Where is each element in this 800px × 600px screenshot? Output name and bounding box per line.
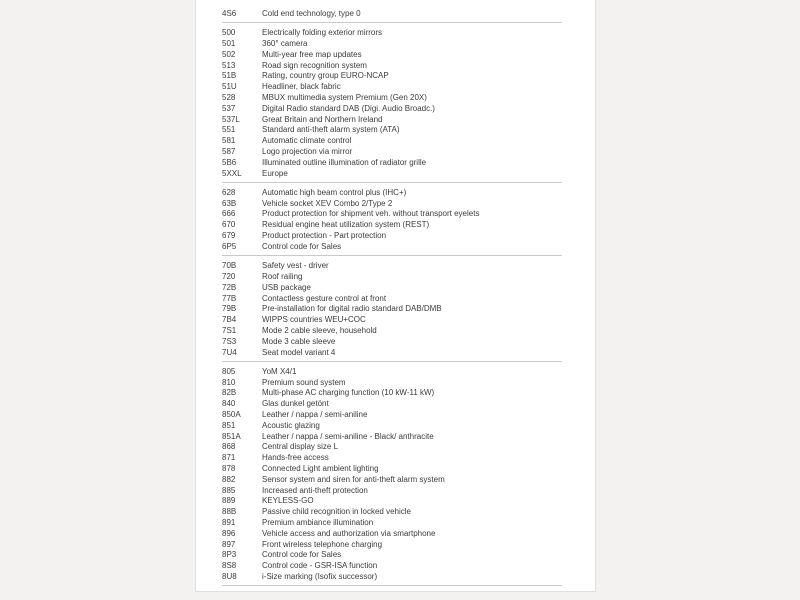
equipment-row	[222, 474, 562, 485]
equipment-code: 501	[222, 38, 236, 48]
equipment-description: Premium sound system	[262, 377, 346, 387]
equipment-description: WIPPS countries WEU+COC	[262, 315, 366, 325]
equipment-code: 581	[222, 136, 236, 146]
equipment-description: Premium ambiance illumination	[262, 517, 374, 527]
equipment-code: 805	[222, 366, 236, 376]
equipment-description: Passive child recognition in locked vehicle	[262, 507, 411, 517]
equipment-row	[222, 539, 562, 550]
equipment-row	[222, 549, 562, 560]
group-separator	[222, 255, 562, 256]
equipment-code: 850A	[222, 409, 241, 419]
equipment-code: 896	[222, 528, 236, 538]
equipment-code: 77B	[222, 293, 237, 303]
equipment-row	[222, 146, 562, 157]
equipment-row	[222, 60, 562, 71]
equipment-description: Control code for Sales	[262, 241, 342, 251]
equipment-description: Product protection - Part protection	[262, 231, 387, 241]
equipment-description: Pre-installation for digital radio standard DAB/DMB	[262, 304, 442, 314]
equipment-description: Sensor system and siren for anti-theft alarm system	[262, 474, 445, 484]
equipment-description: MBUX multimedia system Premium (Gen 20X)	[262, 92, 427, 102]
equipment-code: 878	[222, 463, 236, 473]
equipment-row	[222, 70, 562, 81]
equipment-code: 51B	[222, 71, 237, 81]
equipment-row	[222, 92, 562, 103]
equipment-row	[222, 157, 562, 168]
equipment-description: KEYLESS-GO	[262, 496, 314, 506]
equipment-description: Control code - GSR-ISA function	[262, 561, 378, 571]
equipment-row	[222, 463, 562, 474]
equipment-description: Residual engine heat utilization system (REST)	[262, 220, 430, 230]
equipment-code: 8S8	[222, 561, 237, 571]
equipment-code: 851	[222, 420, 236, 430]
equipment-row	[222, 209, 562, 220]
equipment-row	[222, 198, 562, 209]
equipment-code: 6P5	[222, 241, 237, 251]
group-separator	[222, 182, 562, 183]
equipment-code: 885	[222, 485, 236, 495]
equipment-description: Connected Light ambient lighting	[262, 463, 379, 473]
equipment-code: 8U8	[222, 571, 237, 581]
equipment-row	[222, 495, 562, 506]
equipment-row	[222, 314, 562, 325]
equipment-description: Road sign recognition system	[262, 60, 367, 70]
equipment-row	[222, 325, 562, 336]
equipment-row	[222, 441, 562, 452]
equipment-code: 840	[222, 399, 236, 409]
equipment-code: 670	[222, 220, 236, 230]
equipment-row	[222, 187, 562, 198]
group-separator	[222, 22, 562, 23]
equipment-row	[222, 303, 562, 314]
equipment-row	[222, 81, 562, 92]
equipment-code: 51U	[222, 82, 237, 92]
equipment-codes-card	[195, 0, 596, 592]
equipment-code: 537L	[222, 114, 240, 124]
equipment-code: 528	[222, 92, 236, 102]
equipment-code: 587	[222, 146, 236, 156]
equipment-description: Increased anti-theft protection	[262, 485, 368, 495]
equipment-description: Mode 3 cable sleeve	[262, 336, 336, 346]
equipment-row	[222, 260, 562, 271]
equipment-description: Safety vest - driver	[262, 261, 329, 271]
equipment-row	[222, 135, 562, 146]
equipment-code: 7B4	[222, 315, 237, 325]
equipment-description: Cold end technology, type 0	[262, 8, 361, 18]
equipment-row	[222, 377, 562, 388]
equipment-description: Seat model variant 4	[262, 347, 336, 357]
equipment-description: Control code for Sales	[262, 550, 342, 560]
equipment-description: Vehicle socket XEV Combo 2/Type 2	[262, 198, 393, 208]
equipment-row	[222, 528, 562, 539]
equipment-code: 7S3	[222, 336, 237, 346]
equipment-description: Automatic high beam control plus (IHC+)	[262, 187, 407, 197]
equipment-row	[222, 241, 562, 252]
equipment-code: 88B	[222, 507, 237, 517]
equipment-description: i-Size marking (Isofix successor)	[262, 571, 378, 581]
group-separator	[222, 585, 562, 586]
equipment-code: 891	[222, 517, 236, 527]
equipment-row	[222, 336, 562, 347]
equipment-code: 7U4	[222, 347, 237, 357]
equipment-description: Standard anti-theft alarm system (ATA)	[262, 125, 400, 135]
equipment-code: 5XXL	[222, 168, 242, 178]
equipment-code: 720	[222, 271, 236, 281]
equipment-description: Acoustic glazing	[262, 420, 320, 430]
equipment-code: 8P3	[222, 550, 237, 560]
equipment-description: Illuminated outline illumination of radiator grille	[262, 157, 427, 167]
equipment-row	[222, 124, 562, 135]
equipment-description: Roof railing	[262, 271, 303, 281]
equipment-description: Digital Radio standard DAB (Digi. Audio Broadc.)	[262, 103, 435, 113]
equipment-code: 537	[222, 103, 236, 113]
equipment-list	[196, 0, 595, 586]
equipment-code: 79B	[222, 304, 237, 314]
equipment-row	[222, 517, 562, 528]
equipment-description: Leather / nappa / semi-aniline	[262, 409, 368, 419]
equipment-description: Vehicle access and authorization via smartphone	[262, 528, 436, 538]
equipment-row	[222, 409, 562, 420]
group-separator	[222, 361, 562, 362]
equipment-row	[222, 366, 562, 377]
equipment-code: 7S1	[222, 325, 237, 335]
equipment-code: 513	[222, 60, 236, 70]
equipment-description: Rating, country group EURO-NCAP	[262, 71, 389, 81]
equipment-description: Automatic climate control	[262, 136, 352, 146]
equipment-row	[222, 571, 562, 582]
equipment-row	[222, 230, 562, 241]
equipment-code: 4S6	[222, 8, 237, 18]
equipment-code: 628	[222, 187, 236, 197]
equipment-description: Contactless gesture control at front	[262, 293, 387, 303]
equipment-code: 63B	[222, 198, 237, 208]
equipment-row	[222, 103, 562, 114]
equipment-description: Multi-year free map updates	[262, 49, 362, 59]
equipment-description: Leather / nappa / semi-aniline - Black/ anthracite	[262, 431, 434, 441]
equipment-row	[222, 506, 562, 517]
equipment-code: 70B	[222, 261, 237, 271]
equipment-description: YoM X4/1	[262, 366, 297, 376]
equipment-description: Glas dunkel getönt	[262, 399, 329, 409]
equipment-description: USB package	[262, 282, 311, 292]
equipment-description: Logo projection via mirror	[262, 146, 353, 156]
equipment-row	[222, 114, 562, 125]
equipment-code: 502	[222, 49, 236, 59]
equipment-description: Headliner, black fabric	[262, 82, 341, 92]
equipment-code: 5B6	[222, 157, 237, 167]
equipment-row	[222, 168, 562, 179]
equipment-row	[222, 560, 562, 571]
equipment-row	[222, 49, 562, 60]
equipment-code: 871	[222, 453, 236, 463]
equipment-row	[222, 388, 562, 399]
equipment-row	[222, 398, 562, 409]
equipment-row	[222, 452, 562, 463]
equipment-code: 882	[222, 474, 236, 484]
equipment-code: 666	[222, 209, 236, 219]
equipment-code: 551	[222, 125, 236, 135]
equipment-description: Great Britain and Northern Ireland	[262, 114, 383, 124]
equipment-row	[222, 219, 562, 230]
equipment-description: Central display size L	[262, 442, 339, 452]
equipment-row	[222, 293, 562, 304]
equipment-description: Front wireless telephone charging	[262, 539, 383, 549]
equipment-code: 889	[222, 496, 236, 506]
equipment-description: Electrically folding exterior mirrors	[262, 28, 383, 38]
equipment-row	[222, 271, 562, 282]
equipment-row	[222, 38, 562, 49]
equipment-row	[222, 27, 562, 38]
equipment-code: 82B	[222, 388, 237, 398]
equipment-code: 897	[222, 539, 236, 549]
equipment-row	[222, 282, 562, 293]
equipment-code: 851A	[222, 431, 241, 441]
equipment-description: Multi-phase AC charging function (10 kW-11 kW)	[262, 388, 435, 398]
equipment-description: Europe	[262, 168, 288, 178]
equipment-description: Product protection for shipment veh. without transport eyelets	[262, 209, 480, 219]
equipment-code: 679	[222, 231, 236, 241]
equipment-row	[222, 420, 562, 431]
equipment-description: Hands-free access	[262, 453, 329, 463]
equipment-row	[222, 485, 562, 496]
equipment-row	[222, 347, 562, 358]
equipment-description: 360° camera	[262, 38, 308, 48]
equipment-row	[222, 8, 562, 19]
equipment-code: 868	[222, 442, 236, 452]
equipment-description: Mode 2 cable sleeve, household	[262, 325, 377, 335]
equipment-code: 810	[222, 377, 236, 387]
equipment-code: 500	[222, 28, 236, 38]
equipment-row	[222, 431, 562, 442]
equipment-code: 72B	[222, 282, 237, 292]
